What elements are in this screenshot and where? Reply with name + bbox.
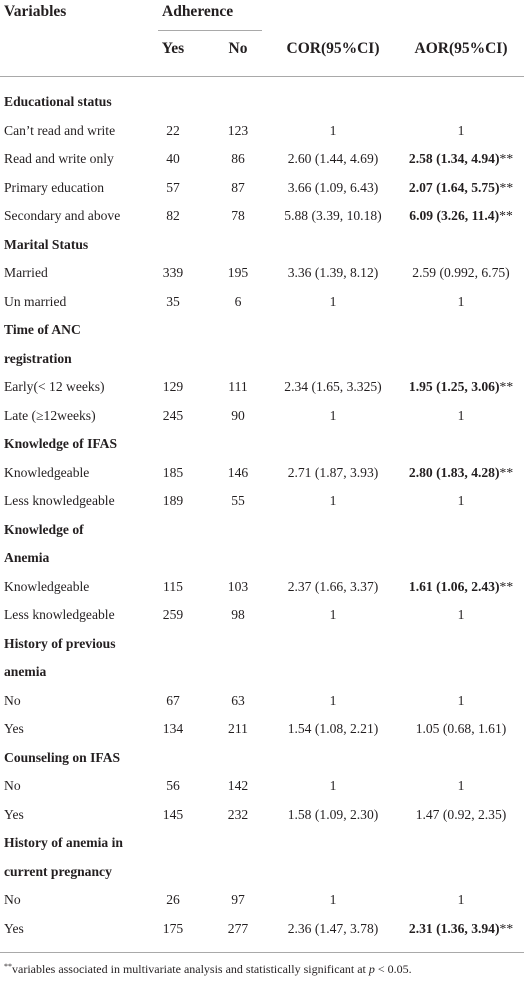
aor-value: 2.07 (1.64, 5.75): [408, 179, 500, 195]
cor-value: 2.71 (1.87, 3.93): [287, 464, 379, 480]
section-label: current pregnancy: [4, 863, 112, 879]
aor-value: 2.58 (1.34, 4.94): [408, 151, 500, 166]
table-row: [0, 117, 524, 145]
section-label: History of anemia in: [4, 835, 123, 850]
section-label: Knowledge of IFAS: [4, 436, 118, 451]
no-count: 98: [231, 607, 245, 622]
yes-count: 115: [163, 578, 183, 594]
cor-value: 2.60 (1.44, 4.69): [287, 151, 379, 166]
significance-marker: **: [499, 151, 514, 166]
aor-cell: [402, 145, 520, 173]
significance-marker: **: [499, 464, 514, 480]
table-row: [0, 459, 524, 487]
no-count: 86: [231, 151, 245, 166]
no-count: 211: [228, 721, 248, 736]
no-count: 103: [227, 578, 249, 594]
significance-marker: **: [499, 208, 513, 223]
yes-count: 22: [166, 122, 180, 138]
yes-count: 129: [162, 379, 184, 394]
aor-value: 1: [457, 293, 465, 309]
variable-label: Yes: [4, 920, 24, 936]
cor-value: 1.54 (1.08, 2.21): [287, 721, 379, 736]
header-cor: COR(95%CI): [286, 40, 380, 57]
header-variables: Variables: [4, 3, 67, 20]
yes-count: 26: [166, 892, 180, 907]
yes-count: 57: [166, 179, 180, 195]
no-count: 123: [227, 122, 249, 138]
section-header-row: [0, 316, 524, 344]
aor-value: 1: [457, 122, 465, 138]
cor-value: 2.36 (1.47, 3.78): [287, 920, 379, 936]
section-label: History of previous: [4, 635, 116, 651]
section-header-row: [0, 88, 524, 116]
table-row: [0, 687, 524, 715]
cor-value: 1: [329, 607, 337, 622]
cor-value: 1: [329, 122, 337, 138]
no-count: 111: [228, 379, 248, 394]
aor-cell: [402, 459, 520, 487]
yes-count: 67: [166, 692, 180, 708]
aor-value: 2.80 (1.83, 4.28): [408, 464, 500, 480]
yes-count: 35: [166, 293, 180, 309]
header-no: No: [228, 40, 248, 57]
aor-cell: [402, 715, 520, 743]
variable-label: No: [4, 778, 21, 793]
aor-cell: [402, 687, 520, 715]
header-yes: Yes: [161, 40, 185, 57]
aor-value: 1: [457, 407, 465, 423]
table-row: [0, 573, 524, 601]
aor-value: 1: [457, 778, 465, 793]
aor-value: 2.59 (0.992, 6.75): [412, 265, 510, 280]
table-row: [0, 487, 524, 515]
cor-value: 1: [329, 692, 337, 708]
cor-value: 2.37 (1.66, 3.37): [287, 578, 379, 594]
yes-count: 339: [162, 265, 184, 280]
table-row: [0, 202, 524, 230]
cor-value: 1: [329, 407, 337, 423]
section-label: anemia: [4, 664, 47, 679]
aor-cell: [402, 202, 520, 230]
variable-label: Un married: [4, 293, 67, 309]
no-count: 277: [227, 920, 249, 936]
variable-label: Read and write only: [4, 151, 114, 166]
aor-value: 1: [457, 892, 465, 907]
adherence-underline: [158, 30, 262, 31]
header-aor: AOR(95%CI): [414, 40, 508, 57]
section-header-row: [0, 829, 524, 857]
table-bottom-rule: [0, 952, 524, 953]
footnote-marker: **: [4, 962, 12, 971]
aor-cell: [402, 801, 520, 829]
section-header-row: [0, 658, 524, 686]
aor-value: 1: [457, 493, 465, 508]
table-row: [0, 715, 524, 743]
significance-marker: **: [499, 920, 514, 936]
aor-value: 1.05 (0.68, 1.61): [415, 721, 507, 736]
aor-cell: [402, 373, 520, 401]
section-header-row: [0, 231, 524, 259]
aor-value: 2.31 (1.36, 3.94): [408, 920, 500, 936]
table-row: [0, 259, 524, 287]
section-header-row: [0, 744, 524, 772]
cor-value: 1: [329, 778, 337, 793]
variable-label: Knowledgeable: [4, 578, 90, 594]
footnote-p: p: [368, 962, 375, 976]
table-row: [0, 915, 524, 943]
section-label: registration: [4, 350, 72, 366]
footnote-text-end: < 0.05.: [374, 962, 412, 976]
variable-label: Less knowledgeable: [4, 607, 115, 622]
yes-count: 175: [162, 920, 184, 936]
yes-count: 185: [162, 464, 184, 480]
aor-value: 6.09 (3.26, 11.4): [409, 208, 500, 223]
significance-marker: **: [499, 578, 514, 594]
cor-value: 3.36 (1.39, 8.12): [287, 265, 379, 280]
yes-count: 259: [162, 607, 184, 622]
aor-cell: [402, 915, 520, 943]
footnote: [4, 962, 412, 977]
section-header-row: [0, 630, 524, 658]
variable-label: Yes: [4, 806, 24, 822]
yes-count: 56: [166, 778, 180, 793]
no-count: 87: [231, 179, 245, 195]
header-bottom-rule: [0, 76, 524, 77]
aor-value: 1.61 (1.06, 2.43): [408, 578, 500, 594]
aor-cell: [402, 117, 520, 145]
aor-cell: [402, 288, 520, 316]
aor-cell: [402, 174, 520, 202]
no-count: 232: [227, 806, 249, 822]
aor-cell: [402, 402, 520, 430]
cor-value: 3.66 (1.09, 6.43): [287, 179, 379, 195]
aor-cell: [402, 601, 520, 629]
variable-label: Less knowledgeable: [4, 493, 115, 508]
aor-value: 1: [457, 607, 465, 622]
no-count: 90: [231, 407, 245, 423]
no-count: 142: [227, 778, 249, 793]
aor-cell: [402, 259, 520, 287]
section-label: Counseling on IFAS: [4, 749, 121, 765]
no-count: 6: [234, 293, 242, 309]
section-header-row: [0, 516, 524, 544]
table-row: [0, 801, 524, 829]
yes-count: 189: [162, 493, 184, 508]
variable-label: Can’t read and write: [4, 122, 116, 138]
no-count: 63: [231, 692, 245, 708]
footnote-text: variables associated in multivariate analysis and statistically significant at: [12, 962, 369, 976]
section-header-row: [0, 430, 524, 458]
cor-value: 1: [329, 293, 337, 309]
variable-label: Primary education: [4, 179, 105, 195]
yes-count: 245: [162, 407, 184, 423]
table-row: [0, 886, 524, 914]
variable-label: Late (≥12weeks): [4, 407, 96, 423]
aor-cell: [402, 573, 520, 601]
variable-label: Knowledgeable: [4, 464, 90, 480]
section-header-row: [0, 858, 524, 886]
section-label: Knowledge of: [4, 521, 84, 537]
aor-cell: [402, 772, 520, 800]
table-row: [0, 402, 524, 430]
section-label: Marital Status: [4, 236, 89, 252]
aor-cell: [402, 886, 520, 914]
cor-value: 1.58 (1.09, 2.30): [287, 806, 379, 822]
yes-count: 40: [166, 151, 180, 166]
variable-label: Early(< 12 weeks): [4, 379, 105, 394]
no-count: 97: [231, 892, 245, 907]
variable-label: Secondary and above: [4, 208, 121, 223]
section-label: Educational status: [4, 94, 112, 109]
table-row: [0, 373, 524, 401]
section-label: Anemia: [4, 550, 50, 565]
table-row: [0, 145, 524, 173]
aor-value: 1.95 (1.25, 3.06): [408, 379, 500, 394]
section-label: Time of ANC: [4, 322, 81, 337]
table-row: [0, 601, 524, 629]
significance-marker: **: [499, 179, 514, 195]
variable-label: Married: [4, 265, 48, 280]
aor-value: 1.47 (0.92, 2.35): [415, 806, 507, 822]
cor-value: 1: [329, 892, 337, 907]
section-header-row: [0, 544, 524, 572]
no-count: 55: [231, 493, 245, 508]
aor-value: 1: [457, 692, 465, 708]
cor-value: 5.88 (3.39, 10.18): [284, 208, 382, 223]
cor-value: 2.34 (1.65, 3.325): [284, 379, 382, 394]
yes-count: 134: [162, 721, 184, 736]
no-count: 146: [227, 464, 249, 480]
table-row: [0, 174, 524, 202]
yes-count: 82: [166, 208, 180, 223]
table-row: [0, 772, 524, 800]
no-count: 78: [231, 208, 245, 223]
header-adherence: Adherence: [162, 3, 234, 20]
variable-label: No: [4, 892, 21, 907]
table-row: [0, 288, 524, 316]
yes-count: 145: [162, 806, 184, 822]
significance-marker: **: [499, 379, 514, 394]
section-header-row: [0, 345, 524, 373]
no-count: 195: [227, 265, 249, 280]
variable-label: Yes: [4, 721, 24, 736]
aor-cell: [402, 487, 520, 515]
cor-value: 1: [329, 493, 337, 508]
variable-label: No: [4, 692, 21, 708]
